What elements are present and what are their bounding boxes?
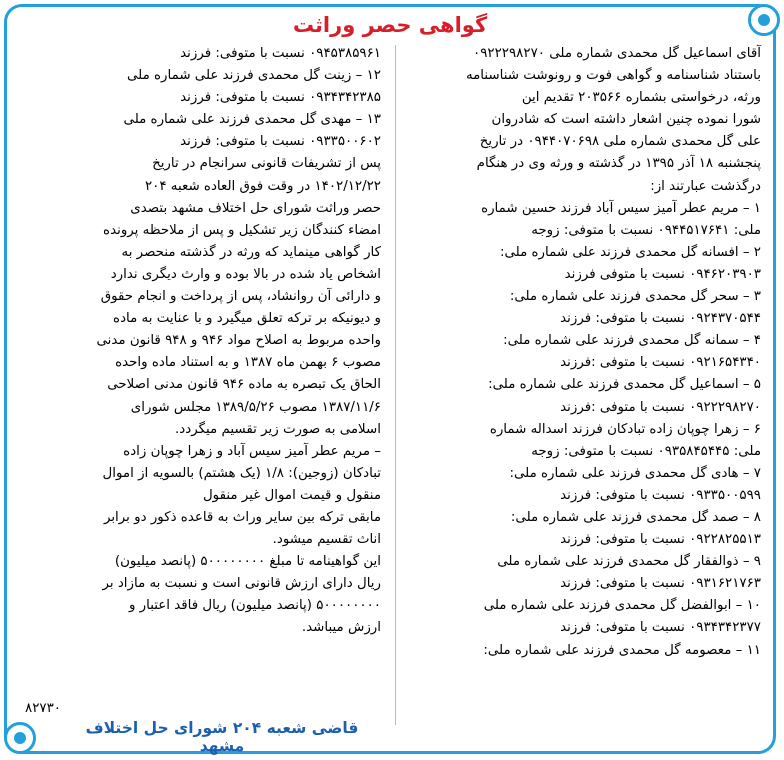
text-line: درگذشت عبارتند از: bbox=[650, 178, 761, 194]
swirl-ornament-icon bbox=[14, 732, 26, 744]
text-line: ۱۱ – معصومه گل محمدی فرزند علی شماره ملی: bbox=[483, 642, 761, 658]
text-line: مابقی ترکه بین سایر وراث به قاعده ذکور دو برابر bbox=[103, 509, 381, 525]
text-line: ۱۰ – ابوالفضل گل محمدی فرزند علی شماره ملی bbox=[483, 598, 761, 614]
notice-frame bbox=[4, 4, 776, 754]
text-line: کار گواهی مینماید که ورثه در گذشته منحصر به bbox=[121, 244, 381, 260]
text-line: ۰۹۳۳۵۰۰۶۰۲ نسبت با متوفی: فرزند bbox=[180, 134, 381, 150]
text-line: ۳ – سحر گل محمدی فرزند علی شماره ملی: bbox=[509, 289, 761, 305]
text-line: ۰۹۳۳۵۰۰۵۹۹ نسبت با متوفی: فرزند bbox=[560, 487, 761, 503]
text-line: – مریم عطر آمیز سیس آباد و زهرا چوپان زاده bbox=[123, 443, 381, 459]
text-line: ۰۹۲۴۳۷۰۵۴۴ نسبت با متوفی: فرزند bbox=[560, 311, 761, 327]
text-line: ۵ – اسماعیل گل محمدی فرزند علی شماره ملی: bbox=[488, 377, 761, 393]
text-line: ۶ – زهرا چوپان زاده تبادکان فرزند اسداله شماره bbox=[489, 421, 761, 437]
text-line: ۰۹۴۵۳۸۵۹۶۱ نسبت با متوفی: فرزند bbox=[180, 46, 381, 61]
text-line: ۰۹۲۲۸۲۵۵۱۳ نسبت با متوفی: فرزند bbox=[560, 532, 761, 548]
text-line: ۰۹۲۱۶۵۴۳۴۰ نسبت با متوفی :فرزند bbox=[560, 355, 761, 371]
text-line: اناث تقسیم میشود. bbox=[272, 532, 381, 548]
text-line: ملی: ۰۹۴۴۵۱۷۶۴۱ نسبت با متوفی: زوجه bbox=[531, 222, 761, 238]
text-line: شورا نموده چنین اشعار داشته است که شادروان bbox=[491, 112, 761, 128]
text-line: ۰۹۲۲۲۹۸۲۷۰ نسبت با متوفی :فرزند bbox=[560, 399, 761, 415]
text-line: ۱۲ – زینت گل محمدی فرزند علی شماره ملی bbox=[127, 68, 381, 84]
column-divider bbox=[395, 45, 396, 725]
text-line: و دیونیکه بر ترکه تعلق میگیرد و با عنایت به ماده bbox=[113, 311, 381, 327]
swirl-ornament-icon bbox=[758, 14, 770, 26]
notice-title: گواهی حصر وراثت bbox=[292, 13, 488, 37]
text-line: باستناد شناسنامه و گواهی فوت و رونوشت شناسنامه bbox=[465, 68, 761, 84]
signature-footer: قاضی شعبه ۲۰۴ شورای حل اختلاف مشهد bbox=[85, 719, 359, 755]
text-line: این گواهینامه تا مبلغ ۵۰۰۰۰۰۰۰۰ (پانصد میلیون) bbox=[114, 554, 381, 570]
text-line: حصر وراثت شورای حل اختلاف مشهد بتصدی bbox=[130, 200, 381, 216]
text-line: ۵۰۰۰۰۰۰۰۰ (پانصد میلیون) ریال فاقد اعتبار و bbox=[128, 598, 381, 614]
text-line: آقای اسماعیل گل محمدی شماره ملی ۰۹۲۲۲۹۸۲۷۰ bbox=[473, 46, 761, 61]
text-line: ورثه، درخواستی بشماره ۲۰۳۵۶۶ تقدیم این bbox=[521, 90, 761, 106]
text-line: ۰۹۳۱۶۲۱۷۶۳ نسبت با متوفی: فرزند bbox=[560, 576, 761, 592]
text-line: ۱ – مریم عطر آمیز سیس آباد فرزند حسین شماره bbox=[481, 200, 761, 216]
text-line: ملی: ۰۹۳۵۸۴۵۴۴۵ نسبت با متوفی: زوجه bbox=[531, 443, 761, 459]
notice-code: ۸۲۷۳۰ bbox=[25, 701, 61, 716]
text-line: ۰۹۳۴۳۴۲۳۸۵ نسبت با متوفی: فرزند bbox=[180, 90, 381, 106]
text-line: ۰۹۴۶۲۰۳۹۰۳ نسبت با متوفی فرزند bbox=[564, 266, 761, 282]
text-line: اشخاص یاد شده در بالا بوده و وارث دیگری ندارد bbox=[110, 266, 381, 282]
text-line: ۲ – افسانه گل محمدی فرزند علی شماره ملی: bbox=[500, 244, 761, 260]
text-line: اسلامی به صورت زیر تقسیم میگردد. bbox=[175, 421, 381, 437]
text-line: ارزش میباشد. bbox=[301, 620, 381, 636]
text-line: ریال دارای ارزش قانونی است و نسبت به مازاد بر bbox=[102, 576, 381, 592]
text-line: ۴ – سمانه گل محمدی فرزند علی شماره ملی: bbox=[503, 333, 761, 349]
text-line: الحاق یک تبصره به ماده ۹۴۶ قانون مدنی اصلاحی bbox=[107, 377, 381, 393]
left-column bbox=[19, 43, 381, 640]
text-line: ۱۴۰۲/۱۲/۲۲ در وقت فوق العاده شعبه ۲۰۴ bbox=[144, 178, 381, 194]
text-line: ۱۳۸۷/۱۱/۶ مصوب ۱۳۸۹/۵/۲۶ مجلس شورای bbox=[130, 399, 381, 415]
text-line: ۸ – صمد گل محمدی فرزند علی شماره ملی: bbox=[510, 509, 761, 525]
right-column bbox=[399, 43, 761, 662]
text-line: منقول و قیمت اموال غیر منقول bbox=[202, 487, 381, 503]
text-line: پس از تشریفات قانونی سرانجام در تاریخ bbox=[152, 156, 381, 172]
text-line: ۷ – هادی گل محمدی فرزند علی شماره ملی: bbox=[509, 465, 761, 481]
text-line: و دارائی آن روانشاد، پس از پرداخت و انجام حقوق bbox=[100, 289, 381, 305]
text-line: مصوب ۶ بهمن ماه ۱۳۸۷ و به استناد ماده واحده bbox=[115, 355, 381, 371]
text-line: امضاء کنندگان زیر تشکیل و پس از ملاحظه پرونده bbox=[103, 222, 381, 238]
text-line: ۰۹۳۴۳۴۲۳۷۷ نسبت با متوفی: فرزند bbox=[560, 620, 761, 636]
text-line: ۹ – ذوالفقار گل محمدی فرزند علی شماره ملی bbox=[497, 554, 761, 570]
text-line: واحده مربوط به اصلاح مواد ۹۴۶ و ۹۴۸ قانون مدنی bbox=[96, 333, 381, 349]
text-line: پنجشنبه ۱۸ آذر ۱۳۹۵ در گذشته و ورثه وی در هنگام bbox=[476, 156, 761, 172]
text-line: ۱۳ – مهدی گل محمدی فرزند علی شماره ملی bbox=[123, 112, 381, 128]
text-line: تبادکان (زوجین): ۱/۸ (یک هشتم) بالسویه از اموال bbox=[102, 465, 381, 481]
text-line: علی گل محمدی شماره ملی ۰۹۴۴۰۷۰۶۹۸ در تاریخ bbox=[479, 134, 761, 150]
